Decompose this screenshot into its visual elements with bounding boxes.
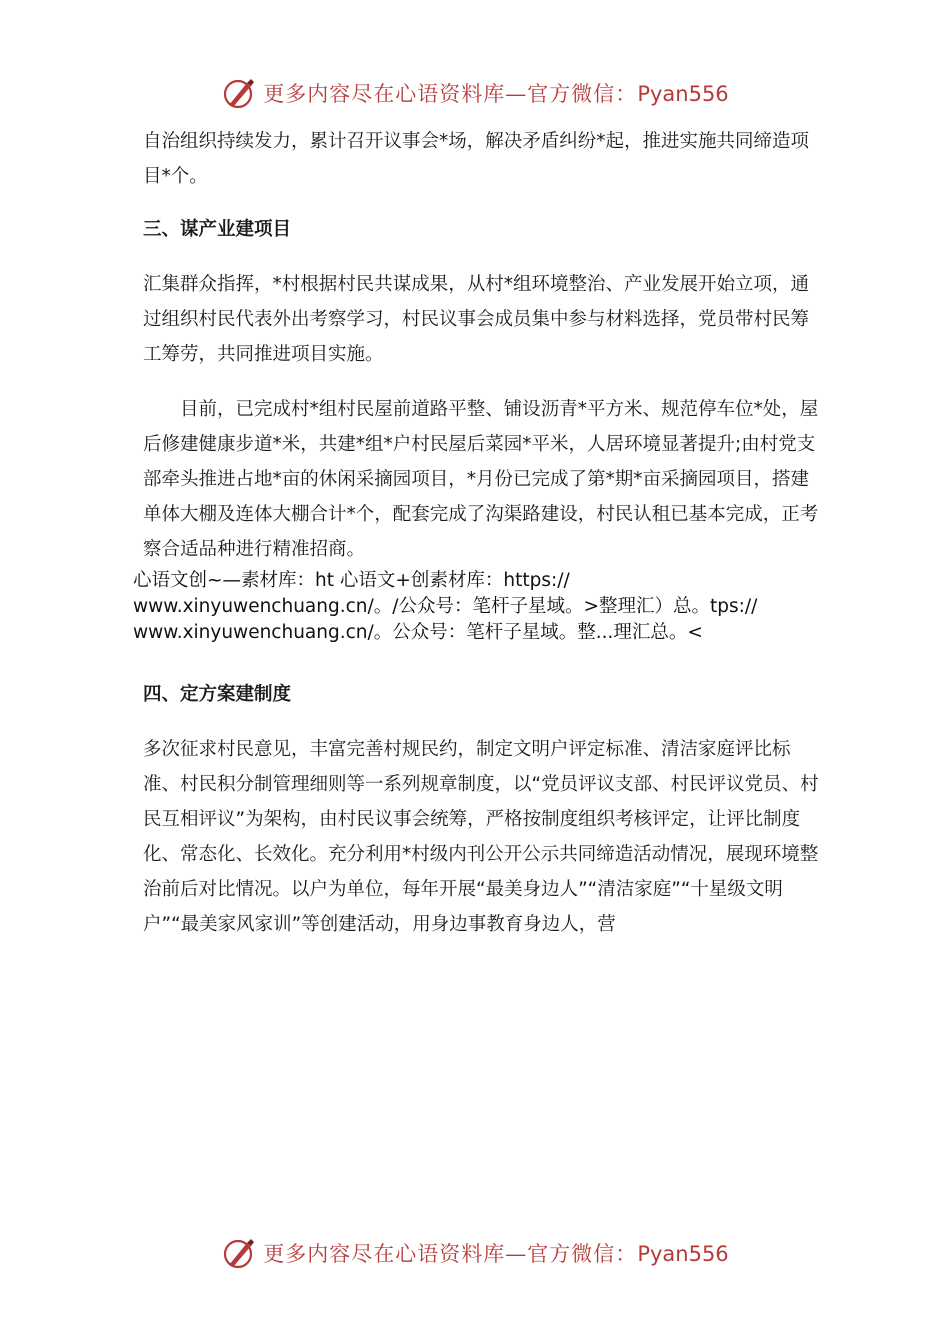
paragraph-3a: 汇集群众指挥，*村根据村民共谋成果，从村*组环境整治、产业发展开始立项，通过组织村民代表外出考察学习，村民议事会成员集中参与材料选择，党员带村民筹工筹劳，共同推进项目实施。	[143, 274, 810, 365]
document-body-2	[143, 677, 823, 942]
pen-logo-icon	[221, 75, 257, 111]
section-heading-4: 四、定方案建制度	[143, 684, 292, 705]
watermark-line: 心语文创~—素材库：ht 心语文+创素材库：https://	[133, 570, 570, 591]
watermark-line: www.xinyuwenchuang.cn/。/公众号：笔杆子星域。>整理汇）总。tps://	[133, 596, 758, 617]
footer-banner	[0, 1230, 950, 1276]
watermark-line: www.xinyuwenchuang.cn/。公众号：笔杆子星域。整...理汇总。<	[133, 622, 703, 643]
document-body	[143, 124, 823, 567]
banner-wechat-id: Pyan556	[637, 1242, 729, 1266]
paragraph-intro: 自治组织持续发力，累计召开议事会*场，解决矛盾纠纷*起，推进实施共同缔造项目*个。	[143, 131, 810, 187]
banner-text: 更多内容尽在心语资料库—官方微信：Pyan556	[263, 1242, 729, 1266]
banner-wechat-id: Pyan556	[637, 82, 729, 106]
watermark-text	[133, 568, 853, 646]
paragraph-3b: 目前，已完成村*组村民屋前道路平整、铺设沥青*平方米、规范停车位*处，屋后修建健康步道*米，共建*组*户村民屋后菜园*平米，人居环境显著提升;由村党支部牵头推进占地*亩的休闲采摘园项目，*月份已完成了第*期*亩采摘园项目，搭建单体大棚及连体大棚合计*个，配套完成了沟渠路建设，村民认租已基本完成，正考察合适品种进行精准招商。	[143, 399, 819, 560]
paragraph-4: 多次征求村民意见，丰富完善村规民约，制定文明户评定标准、清洁家庭评比标准、村民积分制管理细则等一系列规章制度，以“党员评议支部、村民评议党员、村民互相评议”为架构，由村民议事会统筹，严格按制度组织考核评定，让评比制度化、常态化、长效化。充分利用*村级内刊公开公示共同缔造活动情况，展现环境整治前后对比情况。以户为单位，每年开展“最美身边人”“清洁家庭”“十星级文明户”“最美家风家训”等创建活动，用身边事教育身边人，营	[143, 739, 819, 935]
pen-logo-icon	[221, 1235, 257, 1271]
section-heading-3: 三、谋产业建项目	[143, 219, 292, 240]
banner-text: 更多内容尽在心语资料库—官方微信：Pyan556	[263, 82, 729, 106]
header-banner	[0, 70, 950, 116]
